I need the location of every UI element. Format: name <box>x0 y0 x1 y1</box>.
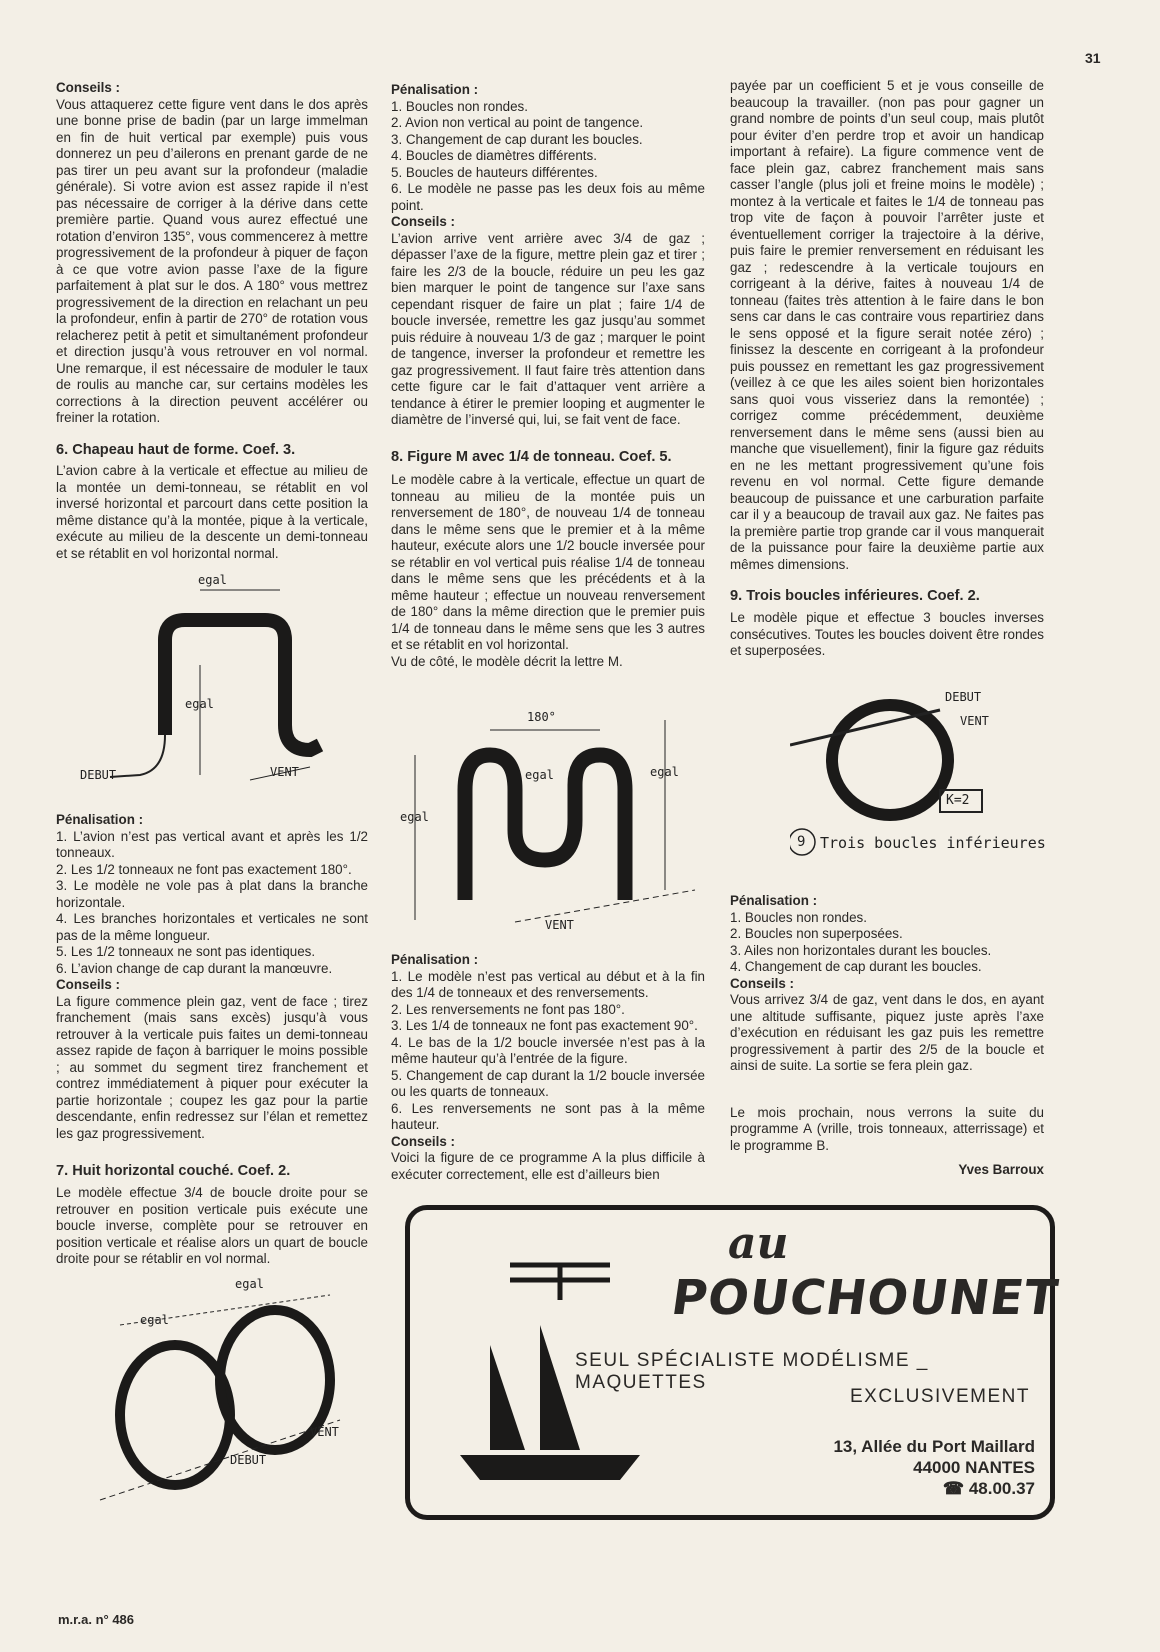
ad-au: au <box>728 1218 789 1269</box>
list-item: 5. Les 1/2 tonneaux ne sont pas identiques. <box>56 944 316 959</box>
list-item: 3. Les 1/4 de tonneaux ne font pas exactement 90°. <box>391 1018 698 1033</box>
penalisation-heading: Pénalisation : <box>391 82 479 97</box>
penalisation-heading: Pénalisation : <box>730 893 818 908</box>
section-8 <box>391 449 705 670</box>
fig8-egal-left: egal <box>400 810 429 824</box>
fig7-egal-left: egal <box>140 1313 169 1327</box>
conseils-text: L’avion arrive vent arrière avec 3/4 de gaz ; dépasser l’axe de la figure, mettre plein gaz et tirer ; faire les 2/3 de la boucle, réduire un peu les gaz bien marquer le point de tangence sur l’axe sans cependant risquer de faire un plat ; faire 1/4 de boucle inversée, remettre les gaz jusqu’au sommet puis réduire à nouveau 1/3 de gaz ; marquer le point de tangence, inverser la profondeur et remettre les gaz progressivement. Il faut faire très attention dans cette figure car le fait d’attaquer vent arrière a tendance à étirer le premier looping et augmenter le diamètre de l’inversé qui, lui, se fait vent de face. <box>391 230 705 427</box>
section-9-title: 9. Trois boucles inférieures. Coef. 2. <box>730 588 980 604</box>
section-7 <box>56 1163 368 1268</box>
list-item: 4. Les branches horizontales et verticales ne sont pas de la même longueur. <box>56 911 368 943</box>
conseils-heading: Conseils : <box>56 977 120 992</box>
section-8-title: 8. Figure M avec 1/4 de tonneau. Coef. 5. <box>391 449 672 465</box>
list-item: 1. L’avion n’est pas vertical avant et après les 1/2 tonneaux. <box>56 828 368 860</box>
fig8-180-label: 180° <box>527 710 556 724</box>
right-penalisation <box>730 893 1044 1179</box>
fig9-debut: DEBUT <box>945 690 982 704</box>
figure-7-horizontal-eight <box>80 1277 370 1510</box>
middle-penalisation <box>391 82 705 429</box>
author: Yves Barroux <box>958 1162 1044 1177</box>
list-item: 2. Boucles non superposées. <box>730 926 903 941</box>
conseils-heading: Conseils : <box>391 1133 455 1149</box>
phone-icon: ☎ <box>942 1479 969 1498</box>
ad-city: 44000 NANTES <box>913 1458 1035 1477</box>
list-item: 3. Le modèle ne vole pas à plat dans la branche horizontale. <box>56 878 368 910</box>
figure-9-three-loops <box>790 690 1050 865</box>
fig7-debut: DEBUT <box>230 1453 267 1467</box>
section-7-text: Le modèle effectue 3/4 de boucle droite pour se retrouver en position verticale puis exécute une boucle inverse, complète pour se retrouver en position verticale et réalise alors un quart de boucle droite pour se rétablir en vol normal. <box>56 1185 368 1266</box>
closing-text: Le mois prochain, nous verrons la suite du programme A (vrille, trois tonneaux, atterrissage) et le programme B. <box>730 1104 1044 1153</box>
letter-m-diagram <box>395 710 705 945</box>
list-item: 4. Changement de cap durant les boucles. <box>730 959 982 974</box>
fig6-debut: DEBUT <box>80 768 117 782</box>
penalisation-heading: Pénalisation : <box>56 812 144 827</box>
fig9-vent: VENT <box>960 714 989 728</box>
conseils-text: La figure commence plein gaz, vent de face ; tirez franchement (mais sans excès) jusqu’à vous retrouver à la verticale puis faites un demi-tonneau assez rapide de façon à barriquer le moins possible ; au sommet du segment tirez franchement et contrez immédiatement à piquer pour exécuter la partie horizontale ; coupez les gaz pour la partie descendante, enfin redressez sur l’élan et remettez les gaz progressivement. <box>56 993 368 1141</box>
list-item: 2. Les 1/2 tonneaux ne font pas exactement 180°. <box>56 861 352 877</box>
fig6-vent: VENT <box>270 765 299 779</box>
list-item: 5. Boucles de hauteurs différentes. <box>391 164 598 180</box>
list-item: 2. Les renversements ne font pas 180°. <box>391 1001 625 1017</box>
list-item: 5. Changement de cap durant la 1/2 boucle inversée ou les quarts de tonneaux. <box>391 1067 705 1099</box>
section-6 <box>56 442 368 562</box>
ad-tagline: SEUL SPÉCIALISTE MODÉLISME _ MAQUETTES <box>575 1350 929 1393</box>
left-penalisation <box>56 812 368 1142</box>
section-9-text: Le modèle pique et effectue 3 boucles inverses consécutives. Toutes les boucles doivent être rondes et superposées. <box>730 610 1044 658</box>
section-6-title: 6. Chapeau haut de forme. Coef. 3. <box>56 442 296 458</box>
fig9-number: 9 <box>797 834 806 850</box>
conseils-text: Vous arrivez 3/4 de gaz, vent dans le dos, en ayant une altitude suffisante, piquez juste après l’axe d’exécution en réduisant les gaz puis les remettre progressivement à partir des 2/5 de la boucle et ainsi de suite. La sortie se fera plein gaz. <box>730 992 1044 1073</box>
list-item: 6. Les renversements ne sont pas à la même hauteur. <box>391 1100 705 1132</box>
conseils-heading: Conseils : <box>391 214 455 229</box>
conseils-heading: Conseils : <box>56 80 120 95</box>
middle-penalisation-2 <box>391 952 705 1183</box>
footer-issue: m.r.a. n° 486 <box>58 1612 135 1627</box>
fig6-egal-top: egal <box>198 573 227 587</box>
conseils-text: Voici la figure de ce programme A la plus difficile à exécuter correctement, elle est d’ailleurs bien <box>391 1150 705 1182</box>
ad-tagline-2: EXCLUSIVEMENT <box>850 1386 1030 1407</box>
list-item: 4. Boucles de diamètres différents. <box>391 148 597 163</box>
section-8-note: Vu de côté, le modèle décrit la lettre M. <box>391 653 623 669</box>
section-8-text: Le modèle cabre à la verticale, effectue un quart de tonneau au milieu de la montée puis un renversement de 180°, de nouveau 1/4 de tonneau dans le même sens que le premier et à la même hauteur, exécute alors une 1/2 boucle inversée pour se rétablir en vol vertical puis réalise 1/4 de tonneau dans le même sens que les précédents et à la même hauteur ; effectue un nouveau renversement de 180° dans la même direction que le premier puis 1/4 de tonneau dans le même sens que les 3 autres et se rétablit en vol horizontal. <box>391 472 705 652</box>
penalisation-list <box>391 969 705 1134</box>
ad-brand-name: POUCHOUNET <box>668 1270 1062 1326</box>
fig9-k-label: K=2 <box>946 793 970 808</box>
penalisation-list <box>391 99 705 215</box>
fig8-vent: VENT <box>545 918 574 932</box>
penalisation-list <box>56 829 368 978</box>
section-9 <box>730 588 1044 660</box>
list-item: 1. Boucles non rondes. <box>730 909 867 925</box>
figure-8-letter-m <box>395 710 705 945</box>
horizontal-eight-diagram <box>80 1285 370 1510</box>
list-item: 1. Boucles non rondes. <box>391 98 528 114</box>
penalisation-list <box>730 910 1044 976</box>
fig9-caption: Trois boucles inférieures <box>820 834 1046 852</box>
continuation-text: payée par un coefficient 5 et je vous conseille de beaucoup la travailler. (non pas pour gagner un grand nombre de points d’un seul coup, mais plutôt pour éviter d’en perdre trop et avoir un handicap important à refaire). La figure commence vent de face plein gaz, cabrez franchement mais sans casser l’angle (plus joli et freine moins le modèle) ; montez à la verticale et faites le 1/4 de tonneau pas trop vite de façon à pouvoir l’arrêter juste et éventuellement corriger la trajectoire à la dérive, puis faire le premier renversement en réduisant les gaz ; redescendre à la verticale toujours en corrigeant à la dérive, faites à nouveau 1/4 de tonneau (faites très attention à le faire dans le bon sens car dans le cas contraire vous repartiriez dans le sens opposé et la figure serait notée zéro) ; finissez la descente en corrigeant à la profondeur puis poussez en remettant les gaz progressivement (veillez à ce que les ailes soient bien horizontales sans quoi vous visseriez dans la remontée) ; corrigez comme précédemment, deuxième renversement dans le même sens (aussi bien au manche que visuellement), finir la figure gaz réduits en ne les mettant progressivement qu’une fois revenu en vol normal. Cette figure demande beaucoup de puissance et une carburation parfaite car il y a beaucoup de travail aux gaz. Ne faites pas la première partie trop grande car il vous manquerait de la puissance pour faire la deuxième partie aux mêmes dimensions. <box>730 78 1044 572</box>
section-6-text: L’avion cabre à la verticale et effectue au milieu de la montée un demi-tonneau, se rétablit en vol inversé horizontal et parcourt dans cette position la même distance qu’à la montée, pique à la verticale, exécute au milieu de la descente un demi-tonneau et se rétablit en vol horizontal normal. <box>56 463 368 561</box>
page-number: 31 <box>1085 50 1101 66</box>
penalisation-heading: Pénalisation : <box>391 952 479 967</box>
list-item: 4. Le bas de la 1/2 boucle inversée n’est pas à la même hauteur qu’à l’entrée de la figure. <box>391 1034 705 1066</box>
fig7-egal-top: egal <box>235 1277 264 1291</box>
list-item: 6. L’avion change de cap durant la manœuvre. <box>56 960 333 976</box>
list-item: 1. Le modèle n’est pas vertical au début et à la fin des 1/4 de tonneaux et des renversements. <box>391 968 705 1000</box>
advertisement-pouchounet <box>405 1205 1062 1520</box>
right-continuation <box>730 78 1044 573</box>
figure-6-top-hat <box>70 573 370 800</box>
list-item: 6. Le modèle ne passe pas les deux fois au même point. <box>391 181 705 213</box>
list-item: 2. Avion non vertical au point de tangence. <box>391 115 644 130</box>
conseils-heading: Conseils : <box>730 975 794 991</box>
ad-phone: 48.00.37 <box>968 1479 1035 1498</box>
left-conseils <box>56 80 368 427</box>
section-7-title: 7. Huit horizontal couché. Coef. 2. <box>56 1163 291 1179</box>
conseils-text: Vous attaquerez cette figure vent dans le dos après une bonne prise de badin (par un large immelman en fin de huit vertical par exemple) puis vous donnerez un peu d’ailerons en prenant garde de ne pas tirer un peu avant sur la profondeur (maladie générale). Si votre avion est assez rapide il n’est pas nécessaire de corriger à la dérive dans cette première partie. Quand vous aurez effectué une rotation d’environ 135°, vous commencerez à mettre progressivement de la profondeur à piquer de façon à ce que votre avion passe l’axe de la figure parfaitement à plat sur le dos. A 180° vous mettrez progressivement de la direction en relachant un peu la profondeur, enfin à partir de 270° de rotation vous relacherez petit à petit et simultanément profondeur et direction jusqu’à vous retrouver en vol normal. Une remarque, il est nécessaire de moduler le taux de roulis au manche car, sur certains modèles les corrections à la direction peuvent accélérer ou freiner la rotation. <box>56 96 368 425</box>
fig8-egal-mid: egal <box>525 768 554 782</box>
fig7-vent: VENT <box>310 1425 339 1439</box>
ad-address-block <box>833 1436 1035 1499</box>
ad-address: 13, Allée du Port Maillard <box>833 1437 1035 1456</box>
list-item: 3. Changement de cap durant les boucles. <box>391 131 643 147</box>
fig8-egal-right: egal <box>650 765 679 779</box>
list-item: 3. Ailes non horizontales durant les boucles. <box>730 942 992 958</box>
fig6-egal-mid: egal <box>185 697 214 711</box>
